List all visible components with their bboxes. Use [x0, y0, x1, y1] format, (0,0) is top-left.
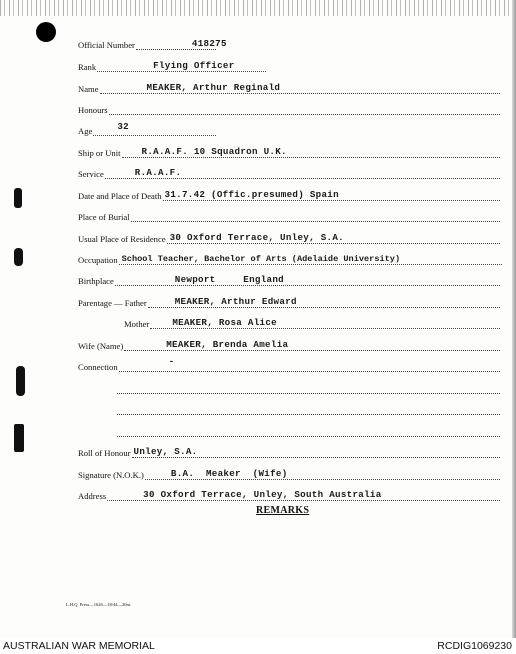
- honours-label: Honours: [78, 105, 108, 115]
- punch-hole: [36, 22, 56, 42]
- address-label: Address: [78, 491, 107, 501]
- burial-row: [78, 208, 500, 222]
- ship-unit-row: [78, 144, 500, 158]
- binding-mark: [14, 424, 24, 452]
- honours-row: [78, 101, 500, 115]
- connection-line-2: [116, 380, 500, 394]
- roll-of-honour-value: Unley, S.A.: [133, 446, 198, 457]
- name-label: Name: [78, 84, 99, 94]
- father-label: Parentage — Father: [78, 298, 147, 308]
- rank-row: [78, 58, 266, 72]
- archive-footer: [0, 638, 516, 654]
- scan-edge-noise: [0, 0, 516, 16]
- name-value: MEAKER, Arthur Reginald: [146, 82, 281, 93]
- binding-mark: [16, 366, 25, 396]
- official-number-label: Official Number: [78, 40, 135, 50]
- father-row: [78, 294, 500, 308]
- wife-value: MEAKER, Brenda Amelia: [166, 339, 289, 350]
- signature-row: [78, 466, 500, 480]
- signature-value: B.A. Meaker (Wife): [170, 468, 288, 479]
- record-id: RCDIG1069230: [437, 640, 512, 652]
- ship-unit-label: Ship or Unit: [78, 148, 121, 158]
- connection-label: Connection: [78, 362, 118, 372]
- mother-label: Mother: [124, 319, 150, 329]
- connection-value: -: [168, 356, 175, 367]
- rank-value: Flying Officer: [153, 60, 235, 71]
- residence-row: [78, 230, 500, 244]
- address-row: [78, 487, 500, 501]
- binding-mark: [14, 248, 23, 266]
- binding-mark: [14, 188, 22, 208]
- official-number-value: 418275: [191, 38, 227, 49]
- roll-of-honour-label: Roll of Honour: [78, 448, 131, 458]
- printer-imprint: L.H.Q. Press—1626—18/44—20m.: [66, 602, 132, 607]
- age-value: 32: [117, 121, 129, 132]
- name-row: [78, 80, 500, 94]
- birthplace-value: Newport England: [174, 274, 284, 285]
- birthplace-label: Birthplace: [78, 276, 114, 286]
- residence-label: Usual Place of Residence: [78, 234, 166, 244]
- burial-label: Place of Burial: [78, 212, 130, 222]
- ship-unit-value: R.A.A.F. 10 Squadron U.K.: [141, 146, 287, 157]
- occupation-value: School Teacher, Bachelor of Arts (Adelaide University): [121, 254, 401, 264]
- age-row: [78, 122, 216, 136]
- rank-label: Rank: [78, 62, 97, 72]
- death-row: [78, 187, 500, 201]
- service-value: R.A.A.F.: [134, 167, 182, 178]
- address-value: 30 Oxford Terrace, Unley, South Australia: [143, 489, 382, 500]
- death-label: Date and Place of Death: [78, 191, 162, 201]
- wife-row: [78, 337, 500, 351]
- mother-row: [124, 315, 500, 329]
- mother-value: MEAKER, Rosa Alice: [172, 317, 277, 328]
- age-label: Age: [78, 126, 93, 136]
- birthplace-row: [78, 272, 500, 286]
- connection-line-4: [116, 423, 500, 437]
- service-row: [78, 165, 500, 179]
- archive-name: AUSTRALIAN WAR MEMORIAL: [3, 640, 155, 652]
- occupation-row: [78, 251, 502, 265]
- residence-value: 30 Oxford Terrace, Unley, S.A.: [169, 232, 344, 243]
- roll-of-honour-row: [78, 444, 500, 458]
- official-number-row: [78, 36, 227, 50]
- connection-row: [78, 358, 500, 372]
- scan-right-edge: [512, 0, 516, 638]
- remarks-heading: REMARKS: [256, 505, 310, 516]
- wife-label: Wife (Name): [78, 341, 124, 351]
- service-label: Service: [78, 169, 104, 179]
- connection-line-3: [116, 401, 500, 415]
- father-value: MEAKER, Arthur Edward: [174, 296, 297, 307]
- occupation-label: Occupation: [78, 255, 118, 265]
- death-value: 31.7.42 (Offic.presumed) Spain: [164, 189, 339, 200]
- signature-label: Signature (N.O.K.): [78, 470, 144, 480]
